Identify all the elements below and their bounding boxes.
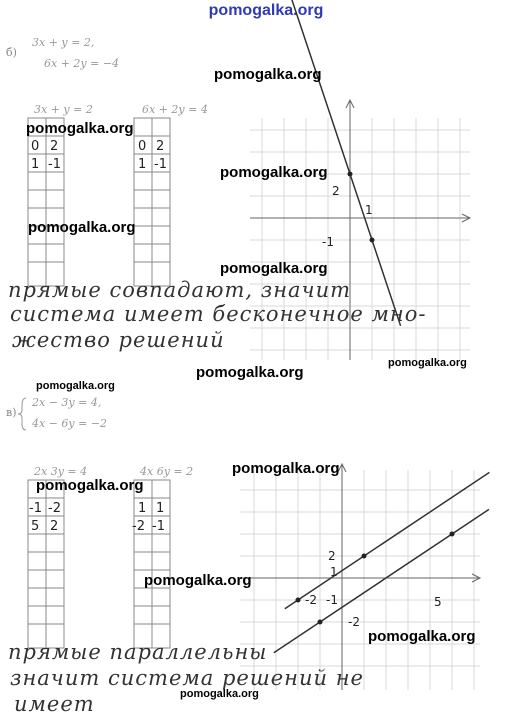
part-v-eq1: 2x − 3y = 4, [32, 396, 102, 409]
part-v-table1-header: 2x 3y = 4 [34, 465, 88, 478]
part-b-table2-header: 6x + 2y = 4 [142, 103, 208, 116]
part-b-t1-x2: 1 [31, 157, 40, 172]
part-v-tick-1: 1 [330, 565, 338, 579]
part-v-tick-5: 5 [434, 595, 442, 609]
part-v-tick-minus2x: -2 [305, 593, 317, 607]
conclusion-b-line3: жество решений [12, 328, 225, 352]
watermark: pomogalka.org [196, 364, 304, 381]
part-v-tick-2: 2 [328, 549, 336, 563]
part-b-point-2 [370, 238, 375, 243]
part-v-point-4 [296, 598, 301, 603]
part-v-point-1 [318, 620, 323, 625]
part-v-t1-x1: -1 [29, 501, 42, 516]
watermark: pomogalka.org [28, 219, 136, 236]
watermark: pomogalka.org [214, 66, 322, 83]
watermark: pomogalka.org [220, 164, 328, 181]
watermark: pomogalka.org [180, 688, 259, 700]
watermark: pomogalka.org [368, 628, 476, 645]
part-b-label: б) [6, 46, 17, 59]
watermark: pomogalka.org [26, 120, 134, 137]
part-v-t2-x2: -2 [132, 519, 145, 534]
part-v-table2-header: 4x 6y = 2 [140, 465, 194, 478]
part-v-tick-minus1x: -1 [326, 593, 338, 607]
part-b-eq1: 3x + y = 2, [32, 36, 95, 49]
watermark: pomogalka.org [220, 260, 328, 277]
conclusion-v-line1: прямые параллельны [8, 640, 268, 664]
part-b-t2-x2: 1 [138, 157, 147, 172]
part-b-eq2: 6x + 2y = −4 [44, 57, 120, 70]
part-b-t1-y1: 2 [50, 139, 59, 154]
conclusion-v-line3: имеет [14, 692, 95, 716]
part-v-point-2 [450, 532, 455, 537]
conclusion-b-line2: система имеет бесконечное мно- [10, 302, 427, 326]
part-b-point-1 [348, 172, 353, 177]
conclusion-b-line1: прямые совпадают, значит [8, 278, 352, 302]
part-v-label: в) [6, 406, 17, 419]
part-b-t1-x1: 0 [31, 139, 40, 154]
part-v-tick-minus2y: -2 [348, 615, 360, 629]
part-b-tick-1: 1 [365, 203, 373, 217]
watermark: pomogalka.org [36, 477, 144, 494]
part-b-tick-2: 2 [332, 184, 340, 198]
part-v-point-3 [362, 554, 367, 559]
part-b-t2-x1: 0 [138, 139, 147, 154]
part-v-eq2: 4x − 6y = −2 [32, 417, 108, 430]
conclusion-v-line2: значит система решений не [10, 666, 364, 690]
part-v-t1-y2: 2 [50, 519, 59, 534]
part-b-table1-header: 3x + y = 2 [34, 103, 93, 116]
part-b-t2-y1: 2 [156, 139, 165, 154]
watermark: pomogalka.org [388, 357, 467, 369]
watermark: pomogalka.org [36, 380, 115, 392]
part-v-line-2 [285, 472, 490, 608]
part-b-tick-minus1: -1 [322, 235, 334, 249]
part-b-t1-y2: -1 [48, 157, 61, 172]
watermark: pomogalka.org [144, 572, 252, 589]
part-v-t2-y1: 1 [156, 501, 165, 516]
site-header-link[interactable]: pomogalka.org [208, 2, 324, 19]
part-v-t2-x1: 1 [138, 501, 147, 516]
part-v-t2-y2: -1 [152, 519, 165, 534]
part-b-t2-y2: -1 [154, 157, 167, 172]
part-v-t1-y1: -2 [48, 501, 61, 516]
watermark: pomogalka.org [232, 460, 340, 477]
part-v-t1-x2: 5 [31, 519, 40, 534]
system-brace-v [18, 398, 26, 430]
